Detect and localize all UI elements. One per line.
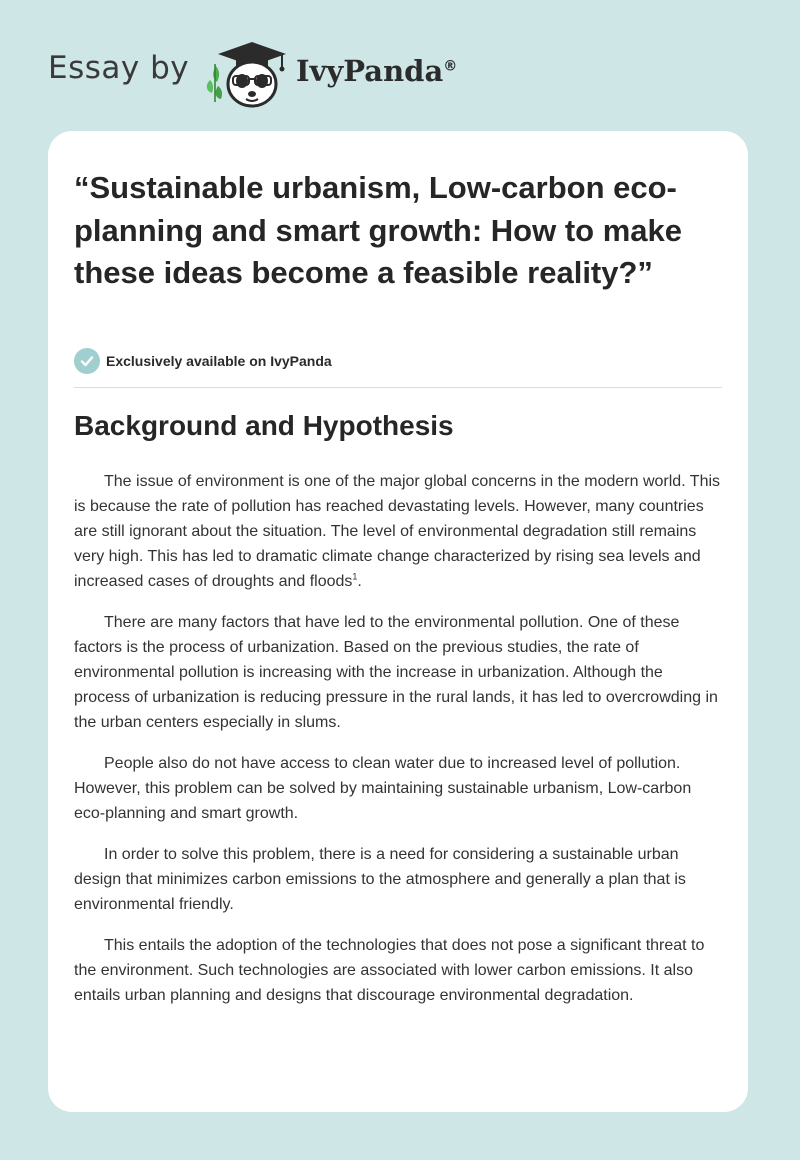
essay-body [74, 469, 722, 1024]
title-divider [74, 387, 722, 388]
check-circle-icon [74, 348, 100, 374]
ivy-leaf-icon [207, 64, 222, 102]
brand-name-text: IvyPanda [296, 54, 444, 88]
panda-logo-icon [200, 36, 294, 110]
exclusive-label: Exclusively available on IvyPanda [106, 353, 332, 369]
paragraph: This entails the adoption of the technologies that does not pose a significant threat to the environment. Such technologies are associated with lower carbon emissions. It also entails urban planning and designs that discourage environmental degradation. [74, 937, 705, 1004]
registered-mark: ® [443, 58, 458, 75]
paragraph: There are many factors that have led to the environmental pollution. One of these factors is the process of urbanization. Based on the previous studies, the rate of environmental pollution is increasing with the increase in urbanization. Although the process of urbanization is reducing pressure in the rural lands, it has led to overcrowding in the urban centers especially in slums. [74, 614, 718, 731]
site-header [0, 0, 800, 130]
paragraph-text: The issue of environment is one of the major global concerns in the modern world. This is because the rate of pollution has reached devastating levels. However, many countries are still ignorant about the situation. The level of environmental degradation still remains very high. This has led to dramatic climate change characterized by rising sea levels and increased cases of droughts and floods [74, 473, 721, 590]
footnote-tail: . [357, 573, 362, 590]
essay-by-label: Essay by [48, 50, 190, 86]
paragraph: In order to solve this problem, there is a need for considering a sustainable urban design that minimizes carbon emissions to the atmosphere and generally a plan that is environmental friendly. [74, 846, 686, 913]
paragraph [74, 469, 722, 594]
essay-card [48, 131, 748, 1112]
footnote-ref[interactable]: 1 [352, 571, 358, 582]
exclusive-badge [74, 347, 332, 375]
brand-name[interactable] [296, 54, 457, 88]
ivypanda-logo[interactable] [200, 36, 294, 110]
essay-title: “Sustainable urbanism, Low-carbon eco-planning and smart growth: How to make these ideas become a feasible reality?” [74, 170, 682, 290]
paragraph: People also do not have access to clean water due to increased level of pollution. However, this problem can be solved by maintaining sustainable urbanism, Low-carbon eco-planning and smart growth. [74, 755, 692, 822]
section-heading: Background and Hypothesis [74, 410, 454, 441]
